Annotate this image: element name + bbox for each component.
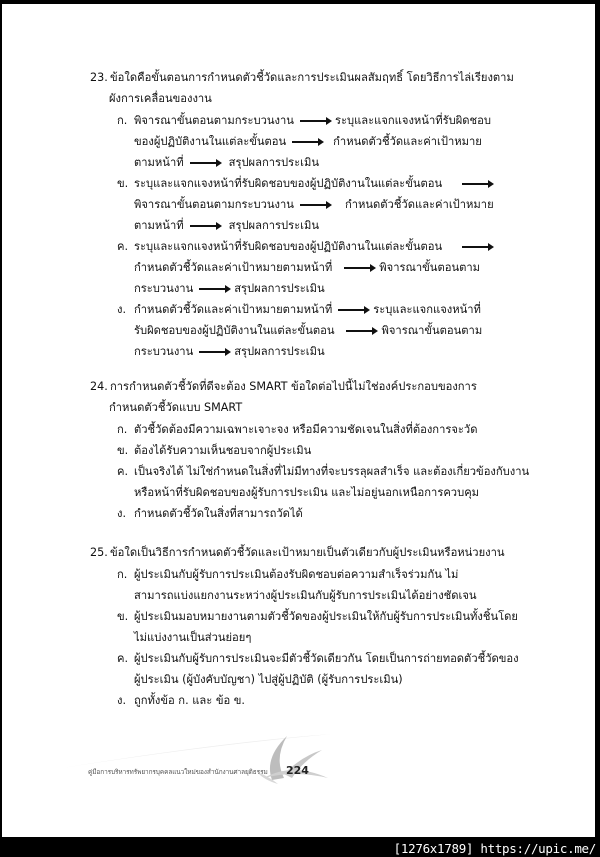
arrow-right-icon	[199, 288, 229, 290]
footer-title: คู่มือการบริหารทรัพยากรบุคคลแนวใหม่ของสำนักงานศาลยุติธรรม	[88, 768, 268, 776]
option-d: ง. ถูกทั้งข้อ ก. และ ข้อ ข.	[117, 694, 245, 707]
question-24	[90, 376, 530, 524]
option-c: ค. ผู้ประเมินกับผู้รับการประเมินจะมีตัวชี้วัดเดียวกัน โดยเป็นการถ่ายทอดตัวชี้วัดของ ผู้ประเมิน (ผู้บังคับบัญชา) ไปสู่ผู้ปฏิบัติ (ผู้รับการประเมิน)	[117, 652, 519, 686]
option-a: ก. ตัวชี้วัดต้องมีความเฉพาะเจาะจง หรือมีความชัดเจนในสิ่งที่ต้องการจะวัด	[117, 423, 478, 436]
arrow-right-icon	[190, 225, 220, 227]
arrow-right-icon	[199, 351, 229, 353]
question-stem: 23. ข้อใดคือขั้นตอนการกำหนดตัวชี้วัดและการประเมินผลสัมฤทธิ์ โดยวิธีการไล่เรียงตาม ผังการเคลื่อนของงาน	[90, 67, 530, 109]
page-number: 224	[286, 764, 309, 777]
arrow-right-icon	[462, 183, 492, 185]
question-stem: 25. ข้อใดเป็นวิธีการกำหนดตัวชี้วัดและเป้าหมายเป็นตัวเดียวกับผู้ประเมินหรือหน่วยงาน	[90, 542, 530, 563]
watermark: [1276x1789] https://upic.me/	[393, 841, 596, 856]
option-c: ค. ระบุและแจกแจงหน้าที่รับผิดชอบของผู้ปฏิบัติงานในแต่ละขั้นตอน กำหนดตัวชี้วัดและค่าเป้าหมายตามหน้าที่ พิจารณาขั้นตอนตาม กระบวนงาน สรุปผลการประเมิน	[90, 236, 530, 299]
option-a: ก. ผู้ประเมินกับผู้รับการประเมินต้องรับผิดชอบต่อความสำเร็จร่วมกัน ไม่ สามารถแบ่งแยกงานระหว่างผู้ประเมินกับผู้รับการประเมินได้อย่างชัดเจน	[117, 568, 477, 602]
question-number: 25.	[90, 546, 108, 559]
option-b: ข. ผู้ประเมินมอบหมายงานตามตัวชี้วัดของผู้ประเมินให้กับผู้รับการประเมินทั้งชิ้นโดย ไม่แบ่งงานเป็นส่วนย่อยๆ	[117, 610, 518, 644]
arrow-right-icon	[346, 330, 376, 332]
option-c: ค. เป็นจริงได้ ไม่ใช่กำหนดในสิ่งที่ไม่มีทางที่จะบรรลุผลสำเร็จ และต้องเกี่ยวข้องกับงาน หรือหน้าที่รับผิดชอบของผู้รับการประเมิน และไม่อยู่นอกเหนือการควบคุม	[117, 465, 530, 499]
arrow-right-icon	[462, 246, 492, 248]
arrow-right-icon	[344, 267, 374, 269]
question-25	[90, 542, 530, 711]
arrow-right-icon	[300, 204, 330, 206]
question-number: 24.	[90, 380, 108, 393]
option-b: ข. ระบุและแจกแจงหน้าที่รับผิดชอบของผู้ปฏิบัติงานในแต่ละขั้นตอน พิจารณาขั้นตอนตามกระบวนงาน กำหนดตัวชี้วัดและค่าเป้าหมาย ตามหน้าที่ สรุปผลการประเมิน	[117, 177, 494, 232]
arrow-right-icon	[292, 141, 322, 143]
question-stem: 24. การกำหนดตัวชี้วัดที่ดีจะต้อง SMART ข้อใดต่อไปนี้ไม่ใช่องค์ประกอบของการ กำหนดตัวชี้วัดแบบ SMART	[90, 376, 530, 418]
option-d: ง. กำหนดตัวชี้วัดในสิ่งที่สามารถวัดได้	[117, 507, 303, 520]
arrow-right-icon	[190, 162, 220, 164]
arrow-right-icon	[300, 120, 330, 122]
question-number: 23.	[90, 71, 108, 84]
document-page	[2, 4, 595, 837]
swoosh-logo-icon	[2, 728, 595, 788]
question-23	[90, 67, 530, 362]
arrow-right-icon	[338, 309, 368, 311]
option-a: ก. พิจารณาขั้นตอนตามกระบวนงาน ระบุและแจกแจงหน้าที่รับผิดชอบ ของผู้ปฏิบัติงานในแต่ละขั้นตอน กำหนดตัวชี้วัดและค่าเป้าหมาย ตามหน้าที่ สรุปผลการประเมิน	[117, 114, 491, 169]
option-d: ง. กำหนดตัวชี้วัดและค่าเป้าหมายตามหน้าที่ ระบุและแจกแจงหน้าที่ รับผิดชอบของผู้ปฏิบัติงานในแต่ละขั้นตอน พิจารณาขั้นตอนตาม กระบวนงาน สรุปผลการประเมิน	[117, 303, 483, 358]
option-b: ข. ต้องได้รับความเห็นชอบจากผู้ประเมิน	[117, 444, 312, 457]
